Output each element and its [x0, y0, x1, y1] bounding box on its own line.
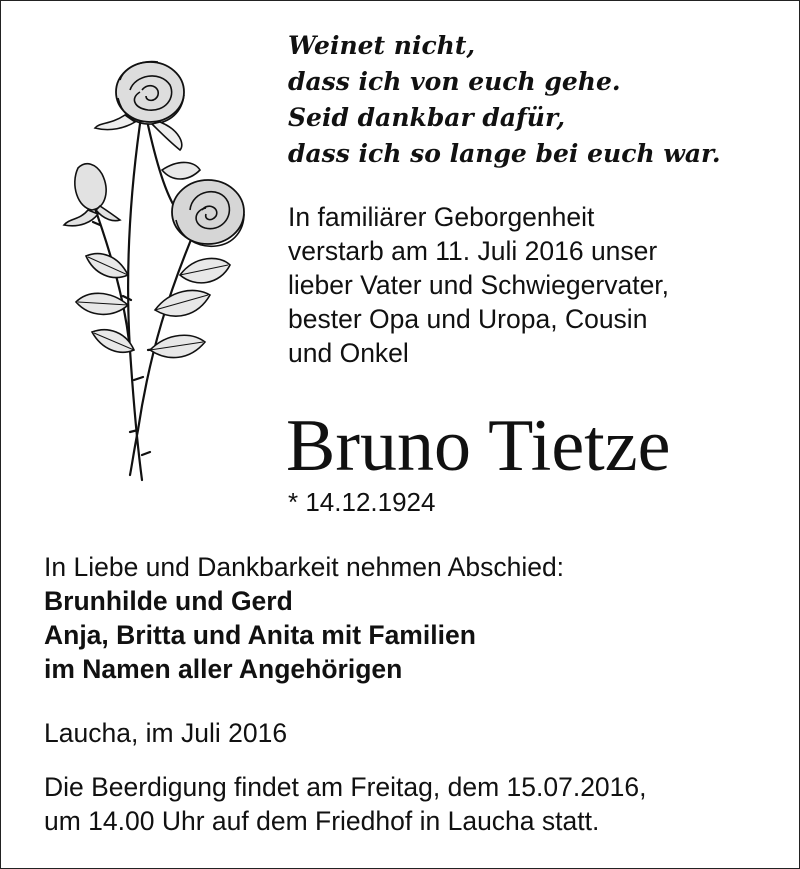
announcement-line: lieber Vater und Schwiegervater,	[288, 270, 670, 300]
poem-line: dass ich von euch gehe.	[288, 67, 621, 96]
deceased-name: Bruno Tietze	[286, 405, 671, 487]
announcement-text	[288, 200, 788, 370]
rose-illustration-icon	[30, 50, 250, 490]
funeral-line: Die Beerdigung findet am Freitag, dem 15.07.2016,	[44, 772, 647, 802]
birth-date: * 14.12.1924	[288, 487, 436, 517]
announcement-line: In familiärer Geborgenheit	[288, 202, 595, 232]
mourner-name: im Namen aller Angehörigen	[44, 654, 403, 684]
place-and-date: Laucha, im Juli 2016	[44, 718, 288, 748]
mourners-block	[44, 550, 784, 686]
mourner-name: Anja, Britta und Anita mit Familien	[44, 620, 476, 650]
poem-verse	[288, 28, 788, 172]
funeral-line: um 14.00 Uhr auf dem Friedhof in Laucha statt.	[44, 806, 600, 836]
mourners-heading: In Liebe und Dankbarkeit nehmen Abschied:	[44, 552, 565, 582]
announcement-line: und Onkel	[288, 338, 409, 368]
poem-line: Seid dankbar dafür,	[288, 103, 566, 132]
poem-line: dass ich so lange bei euch war.	[288, 139, 721, 168]
poem-line: Weinet nicht,	[288, 31, 476, 60]
funeral-details	[44, 770, 784, 838]
announcement-line: bester Opa und Uropa, Cousin	[288, 304, 648, 334]
announcement-line: verstarb am 11. Juli 2016 unser	[288, 236, 658, 266]
mourner-name: Brunhilde und Gerd	[44, 586, 293, 616]
